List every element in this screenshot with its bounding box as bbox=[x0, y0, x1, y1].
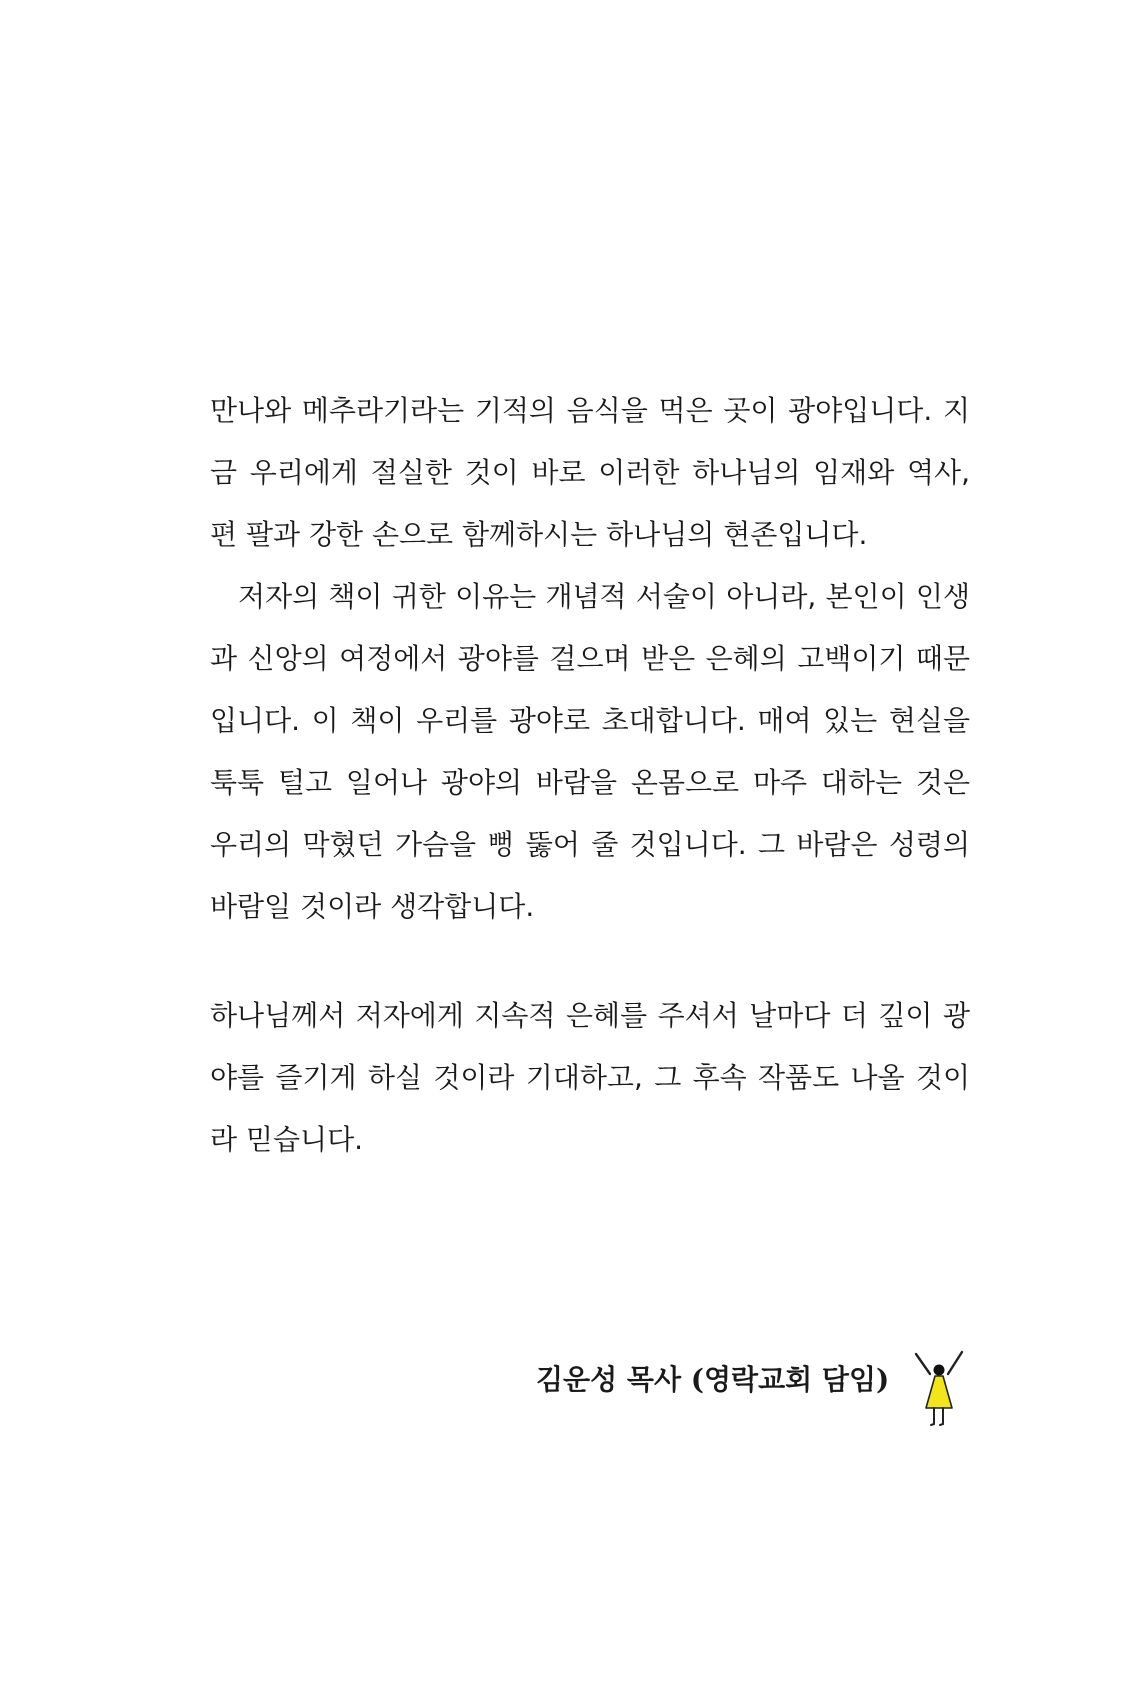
text-line: 툭툭 털고 일어나 광야의 바람을 온몸으로 마주 대하는 것은 bbox=[210, 766, 970, 799]
text-line: 라 믿습니다. bbox=[210, 1123, 364, 1156]
text-line: 입니다. 이 책이 우리를 광야로 초대합니다. 매여 있는 현실을 bbox=[210, 704, 970, 737]
text-line: 바람일 것이라 생각합니다. bbox=[210, 890, 535, 923]
text-line: 야를 즐기게 하실 것이라 기대하고, 그 후속 작품도 나올 것이 bbox=[210, 1061, 970, 1094]
author-signature: 김운성 목사 (영락교회 담임) bbox=[536, 1363, 890, 1396]
person-arms-raised-icon bbox=[912, 1350, 966, 1430]
text-line: 저자의 책이 귀한 이유는 개념적 서술이 아니라, 본인이 인생 bbox=[238, 580, 970, 613]
text-line: 과 신앙의 여정에서 광야를 걸으며 받은 은혜의 고백이기 때문 bbox=[210, 642, 970, 675]
text-line: 하나님께서 저자에게 지속적 은혜를 주셔서 날마다 더 깊이 광 bbox=[210, 999, 970, 1032]
text-line: 편 팔과 강한 손으로 함께하시는 하나님의 현존입니다. bbox=[210, 518, 868, 551]
closing-text bbox=[210, 985, 970, 1171]
main-text bbox=[210, 380, 970, 938]
text-line: 우리의 막혔던 가슴을 뻥 뚫어 줄 것입니다. 그 바람은 성령의 bbox=[210, 828, 970, 861]
text-line: 금 우리에게 절실한 것이 바로 이러한 하나님의 임재와 역사, bbox=[210, 456, 970, 489]
text-line: 만나와 메추라기라는 기적의 음식을 먹은 곳이 광야입니다. 지 bbox=[210, 394, 970, 427]
